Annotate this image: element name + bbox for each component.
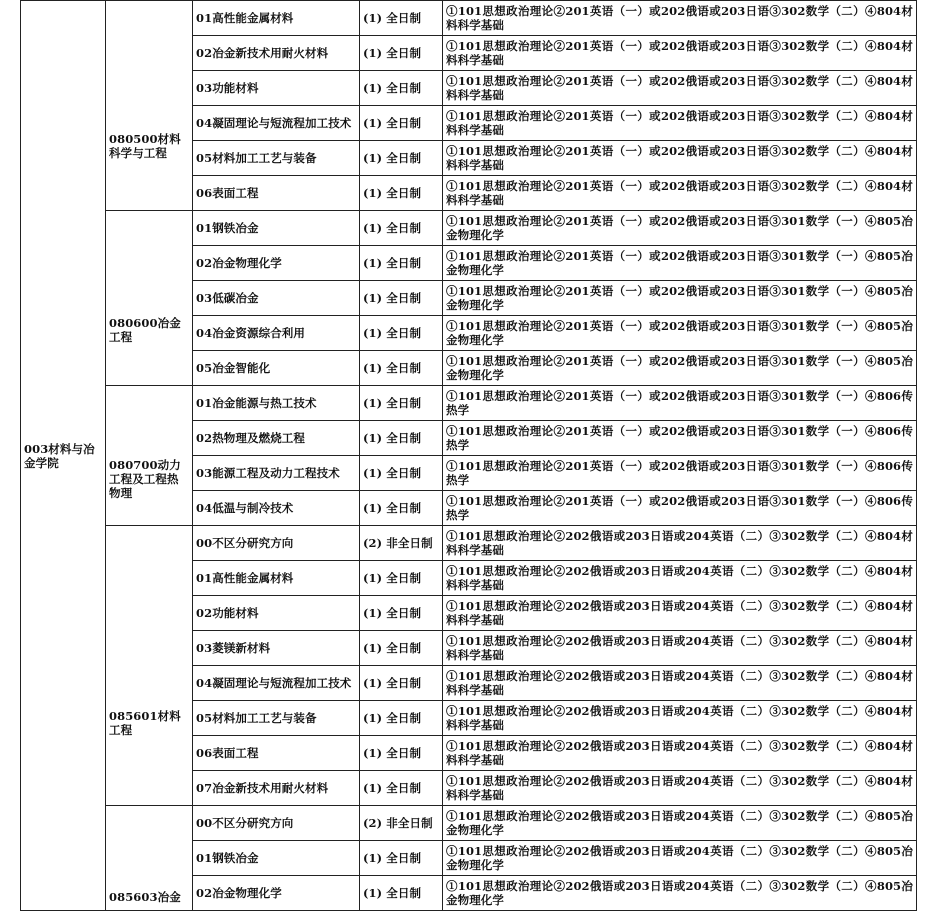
study-mode-cell: (1) 全日制 bbox=[360, 666, 443, 701]
study-mode-cell: (1) 全日制 bbox=[360, 631, 443, 666]
direction-cell: 02冶金物理化学 bbox=[193, 246, 360, 281]
exam-subjects-cell: ①101思想政治理论②201英语（一）或202俄语或203日语③301数学（一）④805冶金物理化学 bbox=[443, 211, 917, 246]
exam-subjects-cell: ①101思想政治理论②202俄语或203日语或204英语（二）③302数学（二）④804材料科学基础 bbox=[443, 701, 917, 736]
major-cell bbox=[106, 806, 193, 911]
study-mode-cell: (1) 全日制 bbox=[360, 386, 443, 421]
exam-subjects-cell: ①101思想政治理论②202俄语或203日语或204英语（二）③302数学（二）④804材料科学基础 bbox=[443, 736, 917, 771]
study-mode-cell: (1) 全日制 bbox=[360, 36, 443, 71]
admissions-catalog-table bbox=[20, 0, 917, 911]
college-cell: 003材料与冶金学院 bbox=[21, 1, 106, 911]
major-name: 085603冶金 bbox=[109, 890, 181, 904]
exam-subjects-cell: ①101思想政治理论②201英语（一）或202俄语或203日语③301数学（一）④805冶金物理化学 bbox=[443, 246, 917, 281]
exam-subjects-cell: ①101思想政治理论②202俄语或203日语或204英语（二）③302数学（二）④804材料科学基础 bbox=[443, 666, 917, 701]
direction-cell: 02冶金物理化学 bbox=[193, 876, 360, 911]
study-mode-cell: (1) 全日制 bbox=[360, 71, 443, 106]
exam-subjects-cell: ①101思想政治理论②201英语（一）或202俄语或203日语③301数学（一）④805冶金物理化学 bbox=[443, 351, 917, 386]
exam-subjects-cell: ①101思想政治理论②202俄语或203日语或204英语（二）③302数学（二）④804材料科学基础 bbox=[443, 561, 917, 596]
study-mode-cell: (1) 全日制 bbox=[360, 561, 443, 596]
exam-subjects-cell: ①101思想政治理论②201英语（一）或202俄语或203日语③302数学（二）④804材料科学基础 bbox=[443, 176, 917, 211]
study-mode-cell: (1) 全日制 bbox=[360, 316, 443, 351]
exam-subjects-cell: ①101思想政治理论②201英语（一）或202俄语或203日语③302数学（二）④804材料科学基础 bbox=[443, 71, 917, 106]
table-row bbox=[21, 386, 917, 421]
direction-cell: 06表面工程 bbox=[193, 736, 360, 771]
study-mode-cell: (1) 全日制 bbox=[360, 596, 443, 631]
study-mode-cell: (1) 全日制 bbox=[360, 106, 443, 141]
direction-cell: 06表面工程 bbox=[193, 176, 360, 211]
direction-cell: 01冶金能源与热工技术 bbox=[193, 386, 360, 421]
exam-subjects-cell: ①101思想政治理论②201英语（一）或202俄语或203日语③302数学（二）④804材料科学基础 bbox=[443, 1, 917, 36]
study-mode-cell: (1) 全日制 bbox=[360, 456, 443, 491]
exam-subjects-cell: ①101思想政治理论②201英语（一）或202俄语或203日语③301数学（一）④806传热学 bbox=[443, 421, 917, 456]
exam-subjects-cell: ①101思想政治理论②202俄语或203日语或204英语（二）③302数学（二）④805冶金物理化学 bbox=[443, 876, 917, 911]
study-mode-cell: (1) 全日制 bbox=[360, 211, 443, 246]
major-cell bbox=[106, 526, 193, 806]
direction-cell: 05材料加工工艺与装备 bbox=[193, 141, 360, 176]
exam-subjects-cell: ①101思想政治理论②201英语（一）或202俄语或203日语③302数学（二）④804材料科学基础 bbox=[443, 141, 917, 176]
study-mode-cell: (1) 全日制 bbox=[360, 351, 443, 386]
study-mode-cell: (1) 全日制 bbox=[360, 246, 443, 281]
study-mode-cell: (1) 全日制 bbox=[360, 736, 443, 771]
direction-cell: 01高性能金属材料 bbox=[193, 561, 360, 596]
major-name: 080700动力工程及工程热物理 bbox=[109, 457, 181, 500]
direction-cell: 02功能材料 bbox=[193, 596, 360, 631]
direction-cell: 02热物理及燃烧工程 bbox=[193, 421, 360, 456]
direction-cell: 05冶金智能化 bbox=[193, 351, 360, 386]
major-cell bbox=[106, 211, 193, 386]
table-row bbox=[21, 526, 917, 561]
direction-cell: 03低碳冶金 bbox=[193, 281, 360, 316]
table-row bbox=[21, 806, 917, 841]
direction-cell: 01高性能金属材料 bbox=[193, 1, 360, 36]
major-name: 080500材料科学与工程 bbox=[109, 131, 181, 160]
study-mode-cell: (1) 全日制 bbox=[360, 141, 443, 176]
direction-cell: 04凝固理论与短流程加工技术 bbox=[193, 666, 360, 701]
direction-cell: 01钢铁冶金 bbox=[193, 841, 360, 876]
study-mode-cell: (1) 全日制 bbox=[360, 771, 443, 806]
table-row bbox=[21, 211, 917, 246]
exam-subjects-cell: ①101思想政治理论②201英语（一）或202俄语或203日语③301数学（一）④806传热学 bbox=[443, 386, 917, 421]
direction-cell: 04凝固理论与短流程加工技术 bbox=[193, 106, 360, 141]
exam-subjects-cell: ①101思想政治理论②201英语（一）或202俄语或203日语③301数学（一）④805冶金物理化学 bbox=[443, 281, 917, 316]
major-name: 085601材料工程 bbox=[109, 708, 181, 737]
direction-cell: 07冶金新技术用耐火材料 bbox=[193, 771, 360, 806]
direction-cell: 05材料加工工艺与装备 bbox=[193, 701, 360, 736]
study-mode-cell: (1) 全日制 bbox=[360, 1, 443, 36]
table-row bbox=[21, 1, 917, 36]
direction-cell: 02冶金新技术用耐火材料 bbox=[193, 36, 360, 71]
direction-cell: 01钢铁冶金 bbox=[193, 211, 360, 246]
study-mode-cell: (1) 全日制 bbox=[360, 281, 443, 316]
study-mode-cell: (2) 非全日制 bbox=[360, 526, 443, 561]
exam-subjects-cell: ①101思想政治理论②201英语（一）或202俄语或203日语③301数学（一）④805冶金物理化学 bbox=[443, 316, 917, 351]
exam-subjects-cell: ①101思想政治理论②201英语（一）或202俄语或203日语③301数学（一）④806传热学 bbox=[443, 456, 917, 491]
study-mode-cell: (1) 全日制 bbox=[360, 701, 443, 736]
direction-cell: 04冶金资源综合利用 bbox=[193, 316, 360, 351]
major-name: 080600冶金工程 bbox=[109, 315, 181, 344]
direction-cell: 00不区分研究方向 bbox=[193, 526, 360, 561]
exam-subjects-cell: ①101思想政治理论②201英语（一）或202俄语或203日语③302数学（二）④804材料科学基础 bbox=[443, 106, 917, 141]
catalog-table-body bbox=[21, 0, 917, 911]
exam-subjects-cell: ①101思想政治理论②202俄语或203日语或204英语（二）③302数学（二）④804材料科学基础 bbox=[443, 631, 917, 666]
direction-cell: 03菱镁新材料 bbox=[193, 631, 360, 666]
study-mode-cell: (1) 全日制 bbox=[360, 176, 443, 211]
exam-subjects-cell: ①101思想政治理论②202俄语或203日语或204英语（二）③302数学（二）④805冶金物理化学 bbox=[443, 806, 917, 841]
direction-cell: 00不区分研究方向 bbox=[193, 806, 360, 841]
exam-subjects-cell: ①101思想政治理论②202俄语或203日语或204英语（二）③302数学（二）④804材料科学基础 bbox=[443, 771, 917, 806]
direction-cell: 04低温与制冷技术 bbox=[193, 491, 360, 526]
exam-subjects-cell: ①101思想政治理论②202俄语或203日语或204英语（二）③302数学（二）④804材料科学基础 bbox=[443, 596, 917, 631]
exam-subjects-cell: ①101思想政治理论②202俄语或203日语或204英语（二）③302数学（二）④805冶金物理化学 bbox=[443, 841, 917, 876]
exam-subjects-cell: ①101思想政治理论②202俄语或203日语或204英语（二）③302数学（二）④804材料科学基础 bbox=[443, 526, 917, 561]
study-mode-cell: (1) 全日制 bbox=[360, 876, 443, 911]
exam-subjects-cell: ①101思想政治理论②201英语（一）或202俄语或203日语③302数学（二）④804材料科学基础 bbox=[443, 36, 917, 71]
exam-subjects-cell: ①101思想政治理论②201英语（一）或202俄语或203日语③301数学（一）④806传热学 bbox=[443, 491, 917, 526]
major-cell bbox=[106, 1, 193, 211]
direction-cell: 03功能材料 bbox=[193, 71, 360, 106]
major-cell bbox=[106, 386, 193, 526]
study-mode-cell: (1) 全日制 bbox=[360, 841, 443, 876]
study-mode-cell: (1) 全日制 bbox=[360, 491, 443, 526]
study-mode-cell: (1) 全日制 bbox=[360, 421, 443, 456]
study-mode-cell: (2) 非全日制 bbox=[360, 806, 443, 841]
direction-cell: 03能源工程及动力工程技术 bbox=[193, 456, 360, 491]
